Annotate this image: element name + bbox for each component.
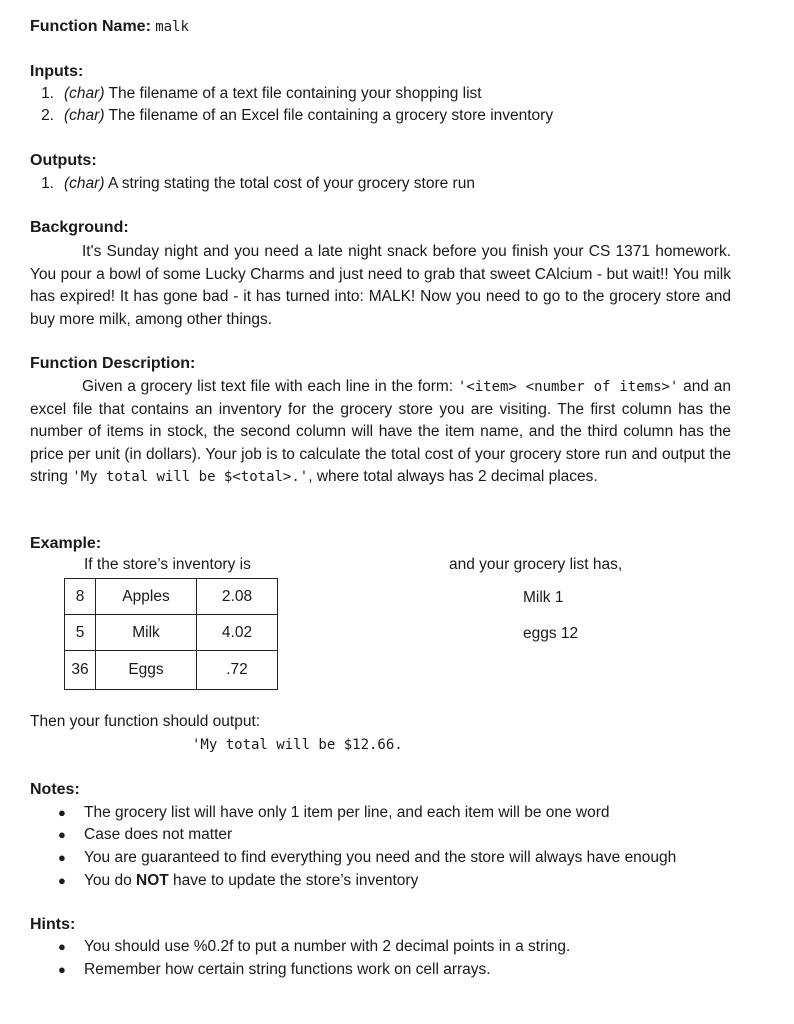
table-cell: Eggs xyxy=(96,651,197,690)
description-heading: Function Description: xyxy=(30,355,196,372)
background-heading: Background: xyxy=(30,219,129,236)
bullet-icon: ● xyxy=(58,805,66,820)
table-cell: 4.02 xyxy=(197,615,278,651)
grocery-list-item: Milk 1 xyxy=(523,589,564,606)
example-heading: Example: xyxy=(30,535,102,552)
background-text: It's Sunday night and you need a late night snack before you finish your CS 1371 homework. You pour a bowl of some Lucky Charms and just need to grab that sweet CAlcium - but wait!! You milk has expired! It has gone bad - it has turned into: MALK! Now you need to go to the grocery store and buy more milk, among other things. xyxy=(30,243,731,328)
inventory-intro: If the store’s inventory is xyxy=(84,556,251,573)
bullet-icon: ● xyxy=(58,873,66,888)
table-row xyxy=(65,579,278,615)
table-cell: .72 xyxy=(197,651,278,690)
bullet-icon: ● xyxy=(58,827,66,842)
list-item: ● You do NOT have to update the store’s inventory xyxy=(58,872,419,889)
table-cell: 5 xyxy=(65,615,96,651)
line-format-code: '<item> <number of items>' xyxy=(457,379,679,395)
then-text: Then your function should output: xyxy=(30,713,261,730)
function-name-label: Function Name: xyxy=(30,18,151,35)
table-row xyxy=(65,651,278,690)
table-row xyxy=(65,615,278,651)
list-item: ● You are guaranteed to find everything you need and the store will always have enough xyxy=(58,849,677,866)
list-item: ● Remember how certain string functions work on cell arrays. xyxy=(58,961,491,978)
outputs-heading: Outputs: xyxy=(30,152,97,169)
output-item: 1. (char) A string stating the total cost of your grocery store run xyxy=(41,175,475,192)
output-format-code: 'My total will be $<total>.' xyxy=(72,469,309,485)
list-intro: and your grocery list has, xyxy=(449,556,623,573)
function-name: malk xyxy=(155,19,189,35)
table-cell: Milk xyxy=(96,615,197,651)
inventory-table xyxy=(64,578,278,690)
grocery-list-item: eggs 12 xyxy=(523,625,579,642)
example-output: 'My total will be $12.66. xyxy=(192,737,403,753)
list-item: ● You should use %0.2f to put a number with 2 decimal points in a string. xyxy=(58,938,571,955)
description-text: Given a grocery list text file with each line in the form: '<item> <number of items>' and an excel file that contains an inventory for the grocery store you are visiting. The first column has the number of items in stock, the second column will have the item name, and the third column has the price per unit (in dollars). Your job is to calculate the total cost of your grocery store run and output the string 'My total will be $<total>.', where total always has 2 decimal places. xyxy=(30,378,731,485)
function-name-line xyxy=(30,18,189,36)
input-item: 2. (char) The filename of an Excel file containing a grocery store inventory xyxy=(41,107,554,124)
table-cell: Apples xyxy=(96,579,197,615)
bullet-icon: ● xyxy=(58,850,66,865)
input-item: 1. (char) The filename of a text file containing your shopping list xyxy=(41,85,482,102)
table-cell: 36 xyxy=(65,651,96,690)
hints-heading: Hints: xyxy=(30,916,76,933)
table-cell: 2.08 xyxy=(197,579,278,615)
table-cell: 8 xyxy=(65,579,96,615)
bullet-icon: ● xyxy=(58,939,66,954)
inputs-heading: Inputs: xyxy=(30,63,84,80)
bullet-icon: ● xyxy=(58,962,66,977)
list-item: ● Case does not matter xyxy=(58,826,233,843)
list-item: ● The grocery list will have only 1 item per line, and each item will be one word xyxy=(58,804,610,821)
notes-heading: Notes: xyxy=(30,781,80,798)
